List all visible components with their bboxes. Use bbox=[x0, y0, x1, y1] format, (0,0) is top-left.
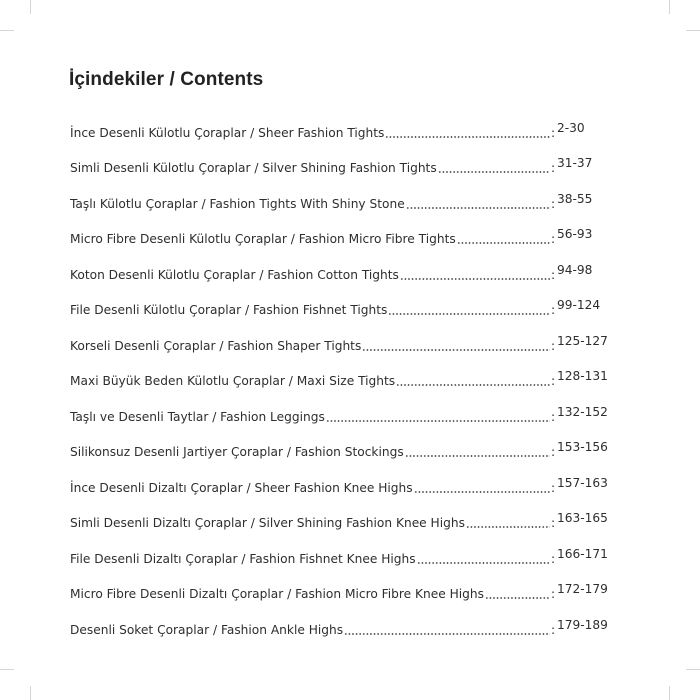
toc-page-range: 2-30 bbox=[557, 120, 585, 135]
toc-separator: : bbox=[551, 125, 556, 140]
toc-entry-title: Desenli Soket Çoraplar / Fashion Ankle Highs bbox=[70, 622, 344, 637]
crop-mark bbox=[686, 30, 700, 31]
toc-page-range: 31-37 bbox=[557, 156, 593, 171]
toc-separator: : bbox=[551, 267, 556, 282]
toc-entry[interactable] bbox=[70, 151, 615, 187]
toc-page-range: 157-163 bbox=[557, 475, 608, 490]
toc-entry[interactable] bbox=[70, 257, 615, 293]
toc-entry[interactable] bbox=[70, 115, 615, 151]
table-of-contents bbox=[70, 115, 615, 648]
dot-leader bbox=[438, 171, 550, 173]
toc-separator: : bbox=[551, 303, 556, 318]
toc-page-range: 166-171 bbox=[557, 546, 608, 561]
dot-leader bbox=[405, 455, 550, 457]
toc-entry[interactable] bbox=[70, 541, 615, 577]
toc-entry[interactable] bbox=[70, 293, 615, 329]
toc-page-range: 94-98 bbox=[557, 262, 593, 277]
dot-leader bbox=[362, 349, 550, 351]
toc-separator: : bbox=[551, 232, 556, 247]
crop-mark bbox=[30, 0, 31, 14]
toc-entry-title: Simli Desenli Külotlu Çoraplar / Silver Shining Fashion Tights bbox=[70, 161, 437, 176]
toc-entry-title: Silikonsuz Desenli Jartiyer Çoraplar / Fashion Stockings bbox=[70, 445, 404, 460]
crop-mark bbox=[669, 0, 670, 14]
toc-separator: : bbox=[551, 587, 556, 602]
toc-entry-title: Taşlı Külotlu Çoraplar / Fashion Tights With Shiny Stone bbox=[70, 196, 405, 211]
dot-leader bbox=[388, 313, 550, 315]
toc-entry[interactable] bbox=[70, 612, 615, 648]
toc-entry-title: İnce Desenli Külotlu Çoraplar / Sheer Fashion Tights bbox=[70, 125, 385, 140]
toc-entry[interactable] bbox=[70, 435, 615, 471]
toc-separator: : bbox=[551, 445, 556, 460]
toc-entry[interactable] bbox=[70, 328, 615, 364]
dot-leader bbox=[385, 136, 550, 138]
toc-page-range: 99-124 bbox=[557, 298, 601, 313]
toc-page-range: 125-127 bbox=[557, 333, 608, 348]
toc-entry-title: Koton Desenli Külotlu Çoraplar / Fashion Cotton Tights bbox=[70, 267, 399, 282]
toc-separator: : bbox=[551, 480, 556, 495]
toc-entry[interactable] bbox=[70, 470, 615, 506]
dot-leader bbox=[406, 207, 550, 209]
toc-separator: : bbox=[551, 338, 556, 353]
toc-page-range: 153-156 bbox=[557, 440, 608, 455]
toc-separator: : bbox=[551, 409, 556, 424]
toc-separator: : bbox=[551, 161, 556, 176]
crop-mark bbox=[669, 686, 670, 700]
toc-entry-title: Micro Fibre Desenli Dizaltı Çoraplar / Fashion Micro Fibre Knee Highs bbox=[70, 587, 484, 602]
toc-entry-title: File Desenli Külotlu Çoraplar / Fashion Fishnet Tights bbox=[70, 303, 388, 318]
dot-leader bbox=[466, 526, 550, 528]
toc-separator: : bbox=[551, 516, 556, 531]
toc-page-range: 179-189 bbox=[557, 617, 608, 632]
crop-mark bbox=[0, 30, 14, 31]
page-title: İçindekiler / Contents bbox=[69, 69, 264, 90]
toc-entry-title: Korseli Desenli Çoraplar / Fashion Shaper Tights bbox=[70, 338, 362, 353]
toc-entry-title: Micro Fibre Desenli Külotlu Çoraplar / Fashion Micro Fibre Tights bbox=[70, 232, 456, 247]
crop-mark bbox=[0, 669, 14, 670]
toc-entry[interactable] bbox=[70, 399, 615, 435]
toc-page-range: 128-131 bbox=[557, 369, 608, 384]
dot-leader bbox=[400, 278, 550, 280]
toc-entry[interactable] bbox=[70, 222, 615, 258]
dot-leader bbox=[417, 562, 550, 564]
toc-page-range: 163-165 bbox=[557, 511, 608, 526]
toc-entry-title: Simli Desenli Dizaltı Çoraplar / Silver Shining Fashion Knee Highs bbox=[70, 516, 465, 531]
toc-separator: : bbox=[551, 551, 556, 566]
dot-leader bbox=[414, 491, 550, 493]
toc-entry-title: İnce Desenli Dizaltı Çoraplar / Sheer Fashion Knee Highs bbox=[70, 480, 413, 495]
toc-page-range: 56-93 bbox=[557, 227, 593, 242]
toc-entry-title: Taşlı ve Desenli Taytlar / Fashion Leggings bbox=[70, 409, 325, 424]
dot-leader bbox=[457, 242, 550, 244]
dot-leader bbox=[344, 633, 550, 635]
toc-separator: : bbox=[551, 374, 556, 389]
toc-entry-title: Maxi Büyük Beden Külotlu Çoraplar / Maxi Size Tights bbox=[70, 374, 396, 389]
crop-mark bbox=[30, 686, 31, 700]
toc-separator: : bbox=[551, 196, 556, 211]
dot-leader bbox=[326, 420, 550, 422]
toc-entry-title: File Desenli Dizaltı Çoraplar / Fashion Fishnet Knee Highs bbox=[70, 551, 416, 566]
toc-entry[interactable] bbox=[70, 186, 615, 222]
toc-page-range: 38-55 bbox=[557, 191, 593, 206]
dot-leader bbox=[396, 384, 550, 386]
crop-mark bbox=[686, 669, 700, 670]
toc-entry[interactable] bbox=[70, 577, 615, 613]
dot-leader bbox=[485, 597, 550, 599]
toc-page-range: 172-179 bbox=[557, 582, 608, 597]
toc-separator: : bbox=[551, 622, 556, 637]
toc-page-range: 132-152 bbox=[557, 404, 608, 419]
toc-entry[interactable] bbox=[70, 364, 615, 400]
toc-entry[interactable] bbox=[70, 506, 615, 542]
